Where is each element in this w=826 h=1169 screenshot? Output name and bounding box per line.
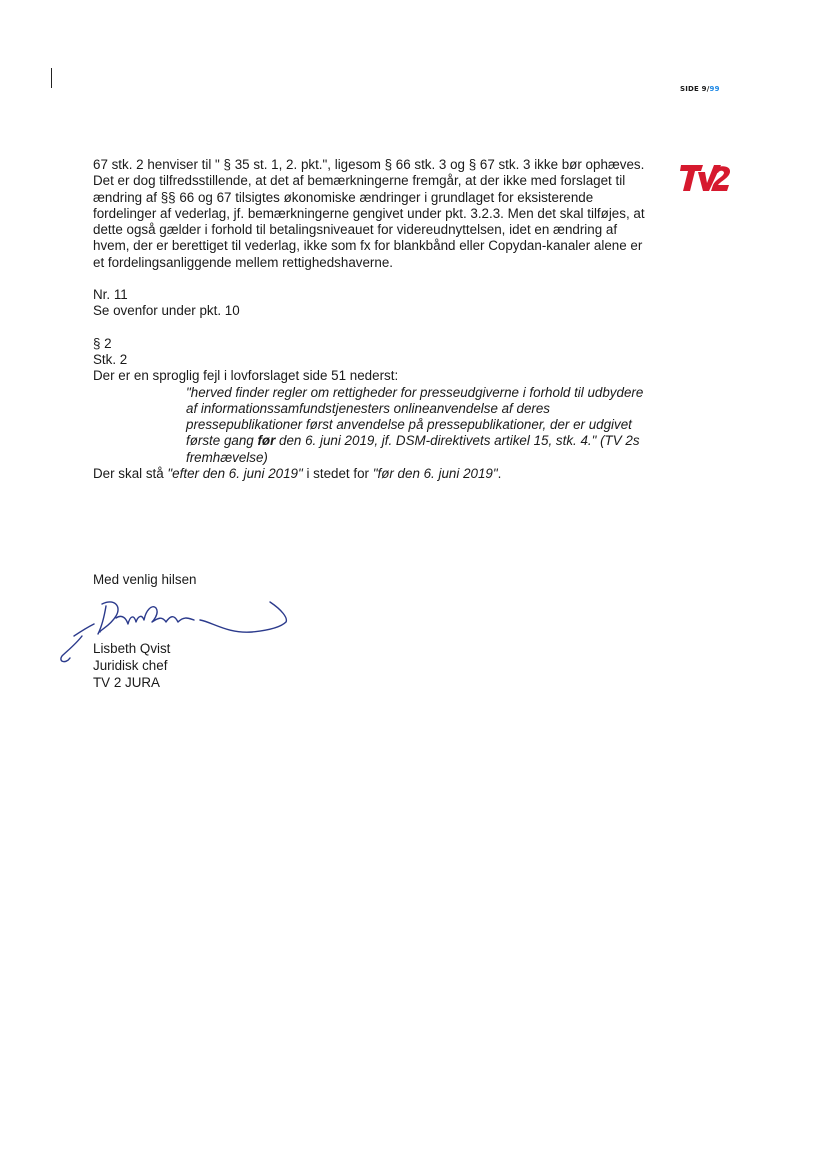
signer-title: Juridisk chef bbox=[93, 658, 168, 673]
paragraph-correction: Der skal stå "efter den 6. juni 2019" i stedet for "før den 6. juni 2019". bbox=[93, 466, 502, 482]
signer-name: Lisbeth Qvist bbox=[93, 641, 171, 656]
page-number bbox=[680, 85, 720, 93]
page-total: 99 bbox=[709, 85, 720, 93]
heading-stk-2: Stk. 2 bbox=[93, 351, 128, 367]
margin-mark bbox=[51, 68, 52, 88]
paragraph-error-note: Der er en sproglig fejl i lovforslaget side 51 nederst: bbox=[93, 368, 399, 384]
letter-body bbox=[93, 157, 653, 482]
wrong-date-quote: "før den 6. juni 2019" bbox=[372, 466, 498, 482]
handwritten-signature bbox=[56, 596, 296, 668]
quoted-bill-text: "herved finder regler om rettigheder for presseudgiverne i forhold til udbydere af informationssamfundstjenesters onlineanvendelse af deres pressepublikationer først anvendelse på pressepublikationer, der er udgivet første gang før den 6. juni 2019, jf. DSM-direktivets artikel 15, stk. 4." (TV 2s fremhævelse) bbox=[186, 384, 644, 465]
tv2-logo-icon bbox=[680, 163, 732, 193]
paragraph-see-above: Se ovenfor under pkt. 10 bbox=[93, 303, 240, 319]
heading-section-2: § 2 bbox=[93, 335, 112, 351]
closing-greeting: Med venlig hilsen bbox=[93, 572, 197, 587]
page-label: SIDE 9/ bbox=[680, 85, 710, 93]
paragraph-section-67: 67 stk. 2 henviser til " § 35 st. 1, 2. pkt.", ligesom § 66 stk. 3 og § 67 stk. 3 ikke bør ophæves. bbox=[93, 157, 645, 172]
signer-organization: TV 2 JURA bbox=[93, 675, 160, 690]
paragraph-remarks: Det er dog tilfredsstillende, at det af bemærkningerne fremgår, at der ikke med forslaget til ændring af §§ 66 og 67 tilsigtes økonomiske ændringer i grundlaget for eksisterende fordelinger af vederlag, jf. bemærkningerne gengivet under pkt. 3.2.3. Men det skal tilføjes, at dette også gælder i forhold til betalingsniveauet for videreudnyttelsen, idet en ændring af hvem, der er berettiget til vederlag, ikke som fx for blankbånd eller Copydan-kanaler alene er et fordelingsanliggende mellem rettighedshaverne. bbox=[93, 173, 645, 270]
correct-date-quote: "efter den 6. juni 2019" bbox=[167, 466, 303, 482]
emphasis-foer: før bbox=[257, 433, 276, 449]
heading-nr-11: Nr. 11 bbox=[93, 287, 128, 303]
signer-block bbox=[93, 640, 170, 691]
